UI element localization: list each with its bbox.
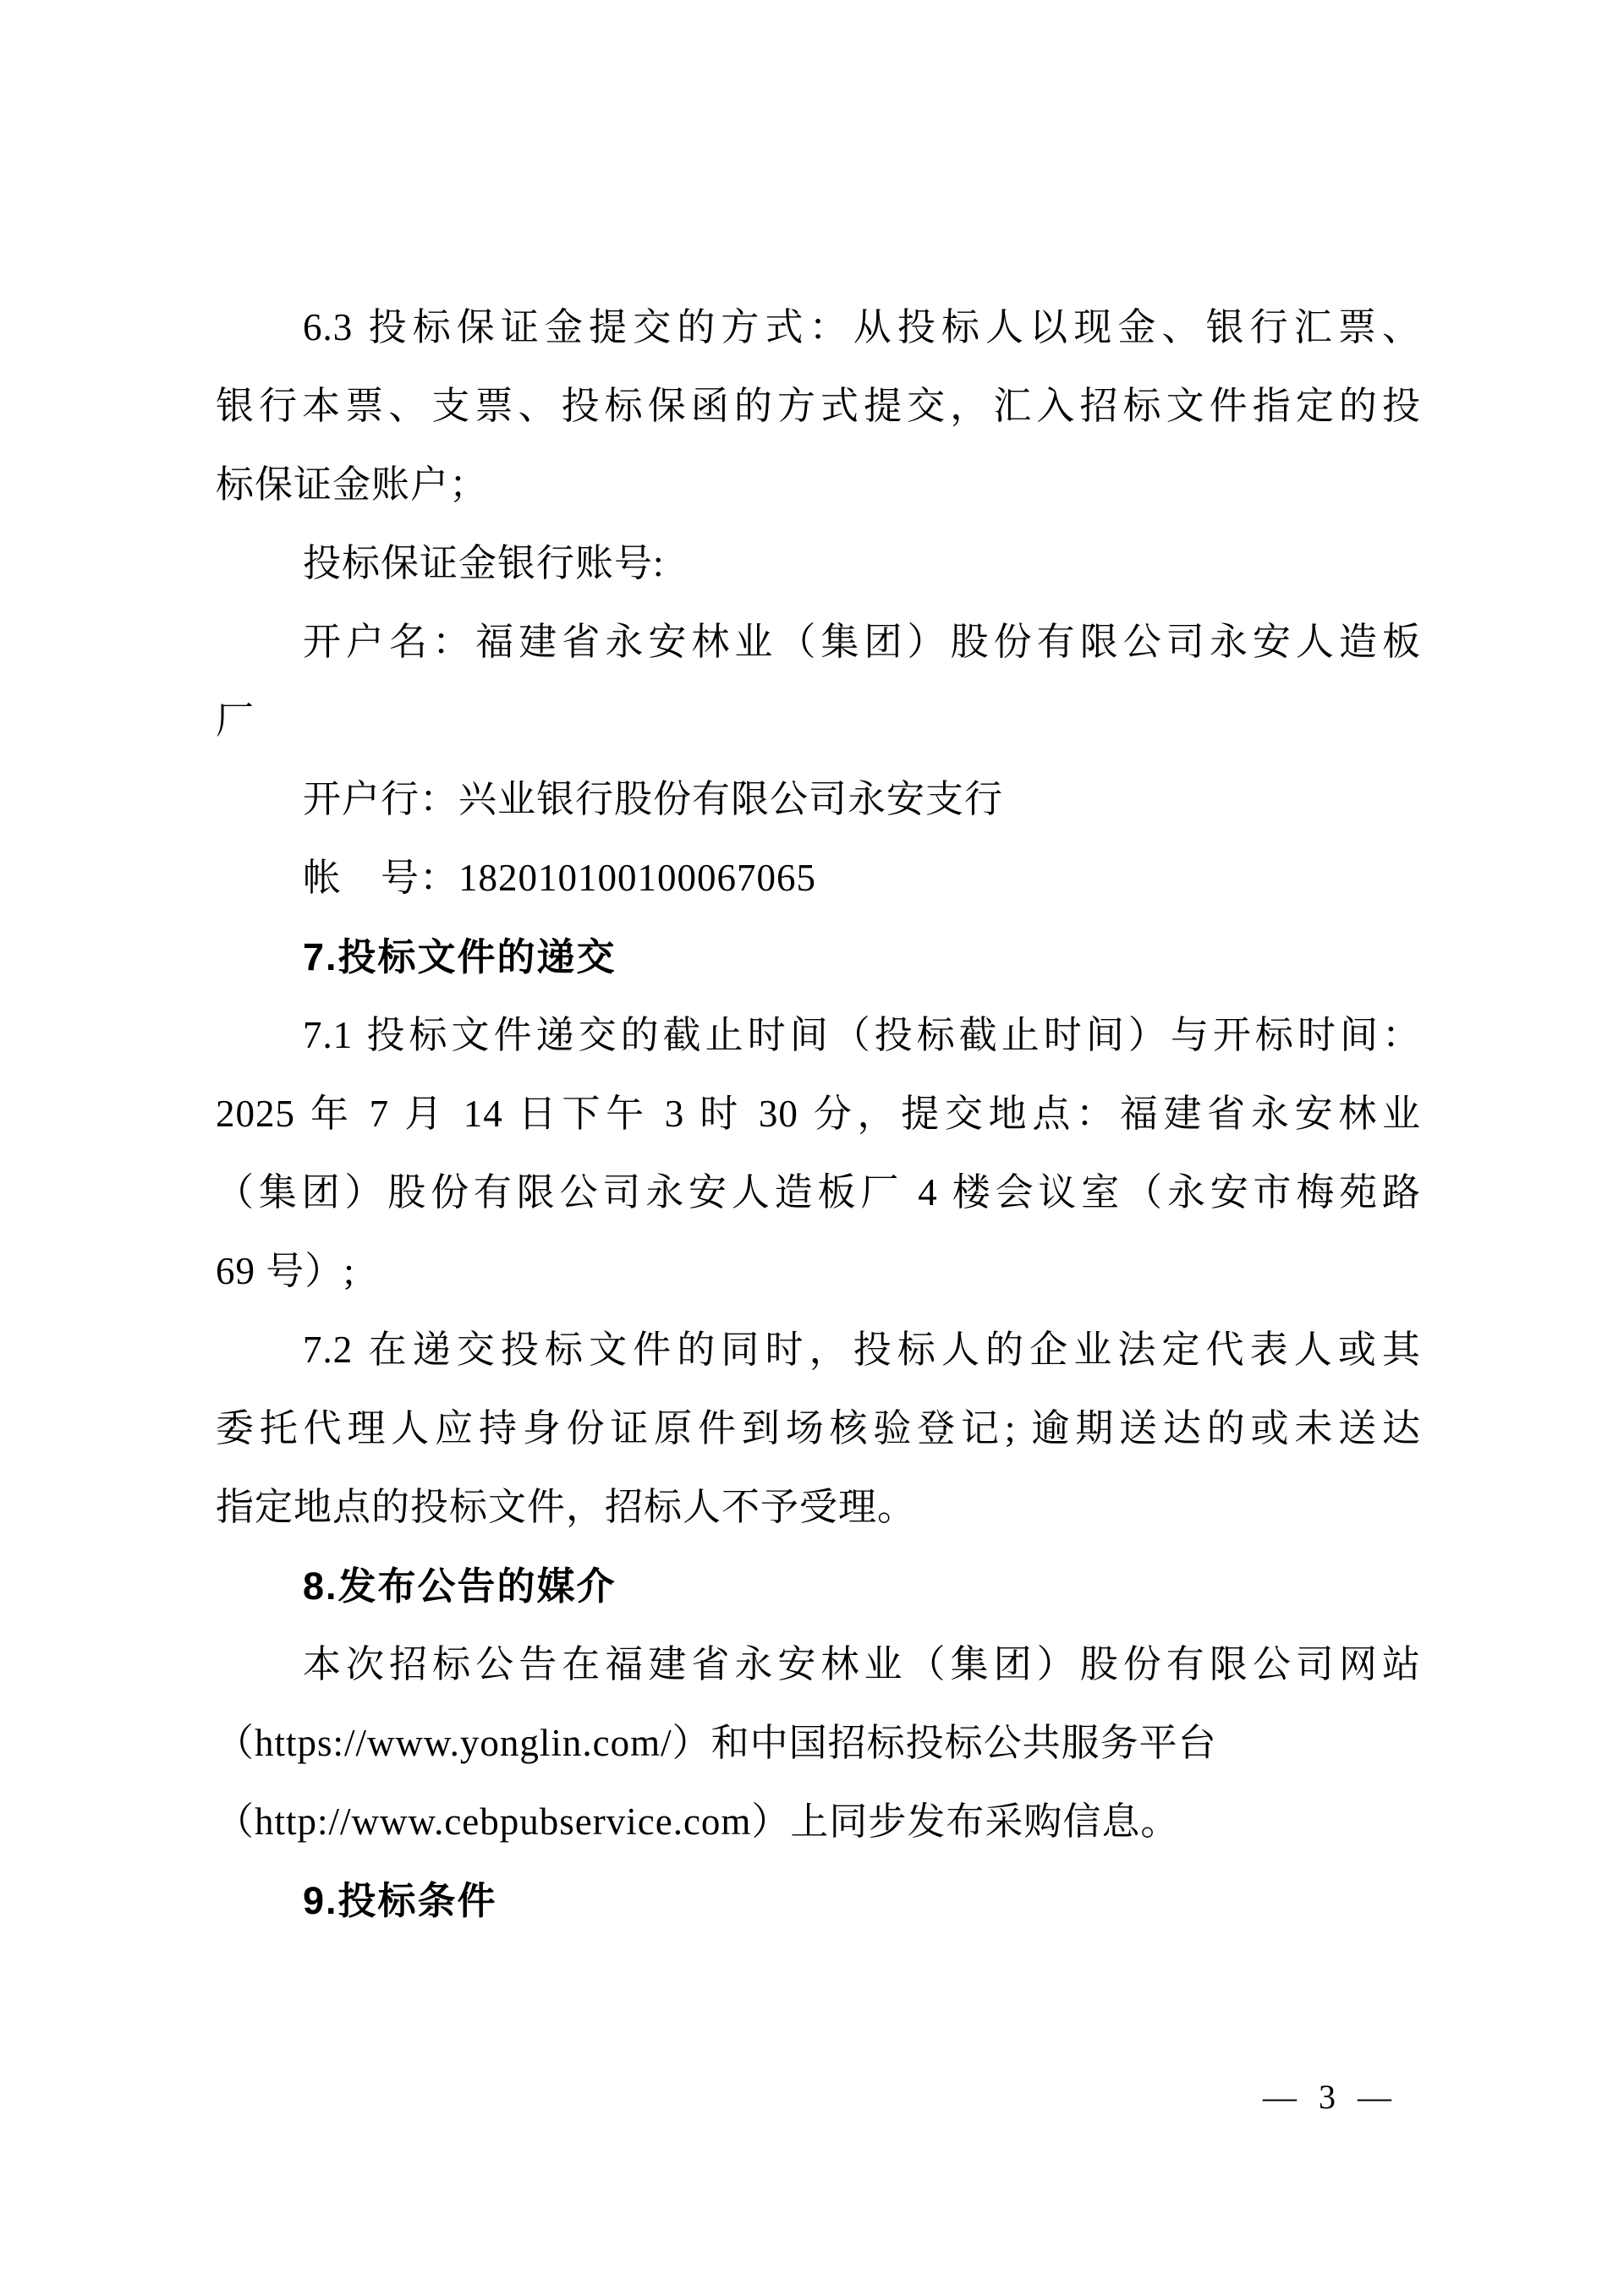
text-line: 指定地点的投标文件，招标人不予受理。 [216, 1486, 917, 1528]
text-line: （http://www.cebpubservice.com）上同步发布采购信息。 [216, 1800, 1180, 1843]
page-number: — 3 — [1263, 2078, 1393, 2116]
text-line: 6.3 投标保证金提交的方式：从投标人以现金、银行汇票、 [303, 306, 1421, 348]
text-line: 帐 号：182010100100067065 [303, 857, 817, 899]
text-line: （集团）股份有限公司永安人造板厂 4 楼会议室（永安市梅苑路 [216, 1171, 1421, 1214]
text-line: 标保证金账户； [216, 463, 489, 506]
text-line: 7.1 投标文件递交的截止时间（投标截止时间）与开标时间： [303, 1014, 1421, 1056]
text-line: 本次招标公告在福建省永安林业（集团）股份有限公司网站 [303, 1643, 1421, 1685]
text-line: 厂 [216, 699, 255, 742]
text-line: 开户行：兴业银行股份有限公司永安支行 [303, 778, 1004, 820]
text-line: 投标保证金银行账号: [303, 542, 665, 584]
text-line: 委托代理人应持身份证原件到场核验登记; 逾期送达的或未送达 [216, 1407, 1421, 1449]
text-line: （https://www.yonglin.com/）和中国招标投标公共服务平台 [216, 1722, 1217, 1764]
section-heading: 8.发布公告的媒介 [303, 1564, 617, 1608]
text-line: 69 号）; [216, 1250, 355, 1292]
document-body [216, 288, 1421, 1940]
text-line: 7.2 在递交投标文件的同时，投标人的企业法定代表人或其 [303, 1329, 1421, 1371]
text-line: 银行本票、支票、投标保函的方式提交，汇入招标文件指定的投 [216, 385, 1421, 427]
text-line: 开户名：福建省永安林业（集团）股份有限公司永安人造板 [303, 621, 1421, 663]
section-heading: 7.投标文件的递交 [303, 935, 617, 978]
text-line: 2025 年 7 月 14 日下午 3 时 30 分，提交地点：福建省永安林业 [216, 1093, 1421, 1135]
section-heading: 9.投标条件 [303, 1879, 497, 1922]
